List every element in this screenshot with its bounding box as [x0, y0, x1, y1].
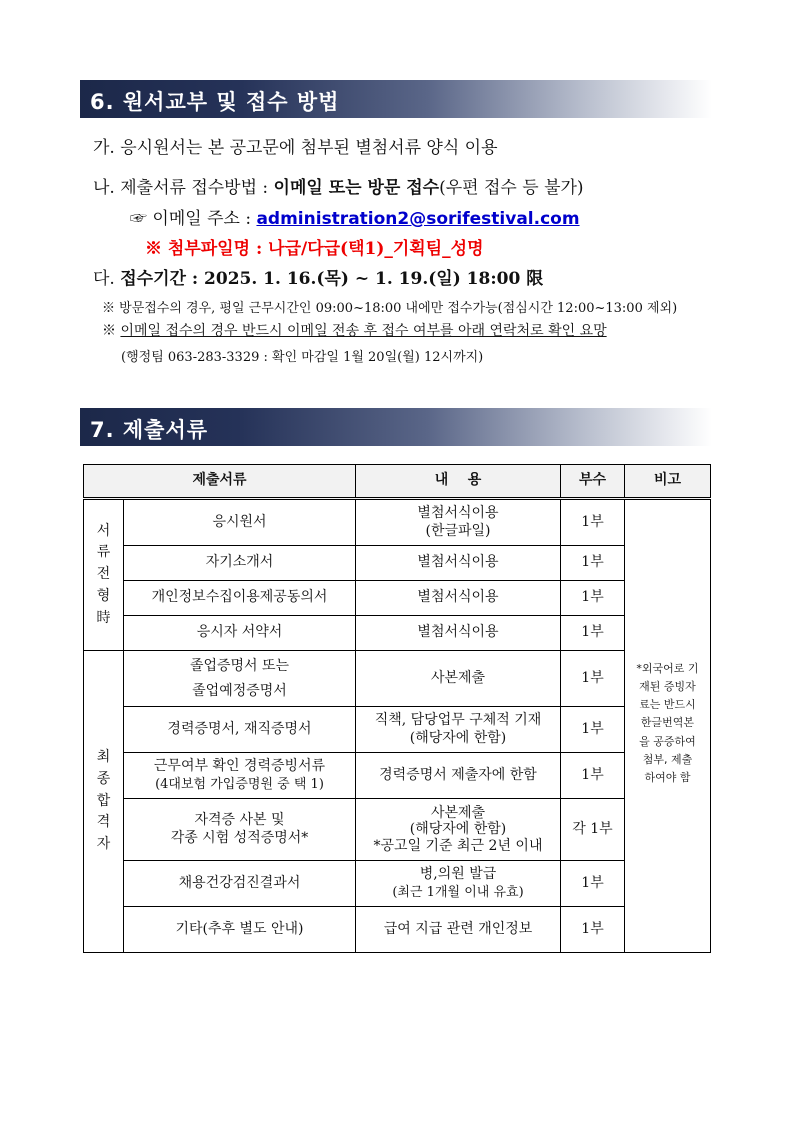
item-c-prefix: 다. — [93, 269, 121, 289]
section7-title: 7. 제출서류 — [90, 418, 209, 442]
table-row — [84, 499, 711, 546]
documents-table — [83, 464, 711, 953]
doc-count: 1부 — [561, 907, 625, 953]
item-b — [93, 173, 584, 198]
doc-name: 응시원서 — [124, 499, 356, 546]
item-b-suffix: (우편 접수 등 불가) — [439, 178, 584, 198]
doc-content: 직책, 담당업무 구체적 기재 (해당자에 한함) — [356, 707, 561, 753]
table-row — [84, 616, 711, 651]
table-row — [84, 651, 711, 707]
doc-name: 기타(추후 별도 안내) — [124, 907, 356, 953]
doc-content: 별첨서식이용 (한글파일) — [356, 499, 561, 546]
doc-name: 자기소개서 — [124, 546, 356, 581]
attach-note: ※ 첨부파일명 : 나급/다급(택1)_기획팀_성명 — [145, 239, 484, 259]
email-label: ☞ 이메일 주소 : — [130, 209, 257, 229]
item-b-prefix: 나. 제출서류 접수방법 : — [93, 178, 274, 198]
doc-name: 개인정보수집이용제공동의서 — [124, 581, 356, 616]
doc-content: 별첨서식이용 — [356, 616, 561, 651]
note-email — [102, 320, 607, 340]
section7-header — [80, 408, 712, 446]
doc-name: 응시자 서약서 — [124, 616, 356, 651]
group-final-pass: 최 종 합 격 자 — [84, 651, 124, 953]
table-row — [84, 581, 711, 616]
header-content: 내 용 — [356, 465, 561, 499]
group-document-screening: 서 류 전 형 時 — [84, 499, 124, 651]
section6-title: 6. 원서교부 및 접수 방법 — [90, 90, 340, 114]
doc-name: 자격증 사본 및 각종 시험 성적증명서* — [124, 799, 356, 861]
doc-count: 1부 — [561, 753, 625, 799]
doc-name: 졸업증명서 또는 졸업예정증명서 — [124, 651, 356, 707]
table-row — [84, 907, 711, 953]
note-contact: (행정팀 063-283-3329 : 확인 마감일 1월 20일(월) 12시까지) — [121, 350, 484, 365]
doc-content: 별첨서식이용 — [356, 581, 561, 616]
note-email-text: 이메일 접수의 경우 반드시 이메일 전송 후 접수 여부를 아래 연락처로 확인 요망 — [120, 323, 607, 339]
doc-count: 1부 — [561, 581, 625, 616]
table-row — [84, 546, 711, 581]
doc-content: 사본제출 (해당자에 한함) *공고일 기준 최근 2년 이내 — [356, 799, 561, 861]
item-a: 가. 응시원서는 본 공고문에 첨부된 별첨서류 양식 이용 — [93, 138, 498, 158]
doc-content: 병,의원 발급 (최근 1개월 이내 유효) — [356, 861, 561, 907]
remark-note: *외국어로 기 재된 증빙자 료는 반드시 한글번역본 을 공증하여 첨부, 제출 하여야 함 — [636, 662, 699, 784]
doc-content: 급여 지급 관련 개인정보 — [356, 907, 561, 953]
doc-name: 경력증명서, 재직증명서 — [124, 707, 356, 753]
note-email-mark: ※ — [102, 323, 121, 339]
doc-content: 별첨서식이용 — [356, 546, 561, 581]
doc-name: 근무여부 확인 경력증빙서류 (4대보험 가입증명원 중 택 1) — [124, 753, 356, 799]
doc-count: 1부 — [561, 707, 625, 753]
doc-content: 사본제출 — [356, 651, 561, 707]
item-c — [93, 264, 543, 289]
doc-count: 1부 — [561, 616, 625, 651]
email-link[interactable]: administration2@sorifestival.com — [256, 209, 580, 229]
header-count: 부수 — [561, 465, 625, 499]
doc-count: 1부 — [561, 861, 625, 907]
note-visit: ※ 방문접수의 경우, 평일 근무시간인 09:00~18:00 내에만 접수가능(점심시간 12:00~13:00 제외) — [102, 301, 678, 316]
table-row — [84, 861, 711, 907]
header-docs: 제출서류 — [84, 465, 356, 499]
item-c-period: 접수기간 : 2025. 1. 16.(목) ~ 1. 19.(일) 18:00 限 — [120, 269, 544, 289]
email-line — [130, 204, 580, 229]
table-row — [84, 799, 711, 861]
table-row — [84, 707, 711, 753]
remark-cell — [625, 499, 711, 953]
doc-count: 1부 — [561, 546, 625, 581]
section6-header — [80, 80, 712, 118]
doc-count: 1부 — [561, 651, 625, 707]
doc-name: 채용건강검진결과서 — [124, 861, 356, 907]
doc-count: 각 1부 — [561, 799, 625, 861]
item-b-method: 이메일 또는 방문 접수 — [273, 178, 440, 198]
table-row — [84, 753, 711, 799]
header-remark: 비고 — [625, 465, 711, 499]
doc-count: 1부 — [561, 499, 625, 546]
doc-content: 경력증명서 제출자에 한함 — [356, 753, 561, 799]
